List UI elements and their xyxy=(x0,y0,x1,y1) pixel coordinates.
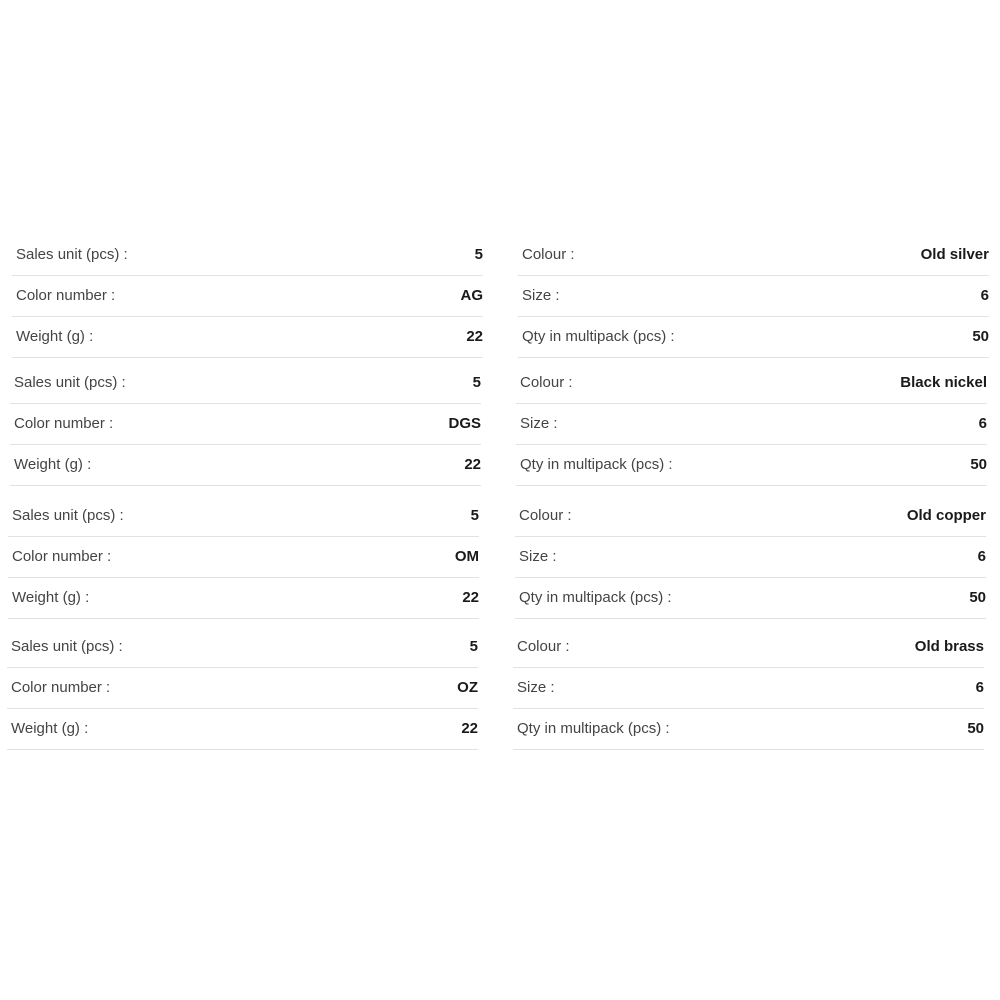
spec-block xyxy=(0,363,1000,487)
spec-value: 50 xyxy=(970,456,987,473)
spec-row xyxy=(7,627,478,668)
spec-row xyxy=(8,537,479,578)
spec-label: Qty in multipack (pcs) : xyxy=(522,328,675,345)
spec-row xyxy=(515,537,986,578)
spec-row xyxy=(516,404,987,445)
spec-label: Colour : xyxy=(519,507,572,524)
spec-label: Qty in multipack (pcs) : xyxy=(519,589,672,606)
spec-row xyxy=(518,276,989,317)
spec-value: OZ xyxy=(457,679,478,696)
spec-label: Size : xyxy=(517,679,555,696)
spec-column-left xyxy=(12,235,483,359)
spec-row xyxy=(513,709,984,750)
spec-value: 50 xyxy=(967,720,984,737)
spec-row xyxy=(12,235,483,276)
spec-value: 5 xyxy=(474,246,483,263)
spec-row xyxy=(12,276,483,317)
spec-label: Qty in multipack (pcs) : xyxy=(520,456,673,473)
spec-value: Old silver xyxy=(920,246,989,263)
spec-row xyxy=(518,235,989,276)
spec-label: Sales unit (pcs) : xyxy=(16,246,128,263)
spec-label: Colour : xyxy=(520,374,573,391)
spec-row xyxy=(518,317,989,358)
spec-value: 5 xyxy=(469,638,478,655)
spec-value: AG xyxy=(460,287,483,304)
spec-label: Weight (g) : xyxy=(12,589,90,606)
spec-label: Sales unit (pcs) : xyxy=(11,638,123,655)
spec-row xyxy=(10,445,481,486)
spec-row xyxy=(12,317,483,358)
spec-column-left xyxy=(7,627,478,751)
spec-block xyxy=(0,627,1000,751)
spec-column-right xyxy=(518,235,989,359)
spec-value: 5 xyxy=(470,507,479,524)
spec-row xyxy=(10,363,481,404)
spec-value: 22 xyxy=(464,456,481,473)
spec-row xyxy=(513,668,984,709)
spec-value: 5 xyxy=(472,374,481,391)
spec-value: 50 xyxy=(969,589,986,606)
spec-block xyxy=(0,496,1000,620)
spec-block xyxy=(0,235,1000,359)
spec-label: Color number : xyxy=(11,679,111,696)
spec-value: 22 xyxy=(461,720,478,737)
spec-label: Qty in multipack (pcs) : xyxy=(517,720,670,737)
spec-label: Weight (g) : xyxy=(16,328,94,345)
spec-label: Sales unit (pcs) : xyxy=(14,374,126,391)
spec-label: Weight (g) : xyxy=(14,456,92,473)
spec-label: Size : xyxy=(519,548,557,565)
spec-value: 6 xyxy=(975,679,984,696)
spec-row xyxy=(7,668,478,709)
spec-value: 6 xyxy=(980,287,989,304)
spec-row xyxy=(8,578,479,619)
spec-value: Black nickel xyxy=(900,374,987,391)
spec-row xyxy=(8,496,479,537)
spec-label: Weight (g) : xyxy=(11,720,89,737)
spec-row xyxy=(7,709,478,750)
spec-value: Old brass xyxy=(914,638,984,655)
spec-column-left xyxy=(8,496,479,620)
spec-value: 6 xyxy=(977,548,986,565)
spec-value: 22 xyxy=(466,328,483,345)
spec-label: Color number : xyxy=(14,415,114,432)
spec-column-right xyxy=(513,627,984,751)
spec-label: Colour : xyxy=(522,246,575,263)
spec-column-right xyxy=(516,363,987,487)
spec-column-left xyxy=(10,363,481,487)
spec-value: 50 xyxy=(972,328,989,345)
spec-label: Color number : xyxy=(12,548,112,565)
spec-label: Size : xyxy=(520,415,558,432)
spec-row xyxy=(515,578,986,619)
spec-value: 6 xyxy=(978,415,987,432)
spec-row xyxy=(10,404,481,445)
spec-column-right xyxy=(515,496,986,620)
spec-row xyxy=(513,627,984,668)
spec-value: OM xyxy=(454,548,479,565)
spec-value: Old copper xyxy=(906,507,986,524)
spec-row xyxy=(516,363,987,404)
spec-row xyxy=(515,496,986,537)
spec-label: Color number : xyxy=(16,287,116,304)
spec-label: Sales unit (pcs) : xyxy=(12,507,124,524)
spec-label: Colour : xyxy=(517,638,570,655)
spec-value: 22 xyxy=(462,589,479,606)
spec-row xyxy=(516,445,987,486)
spec-value: DGS xyxy=(448,415,481,432)
spec-label: Size : xyxy=(522,287,560,304)
